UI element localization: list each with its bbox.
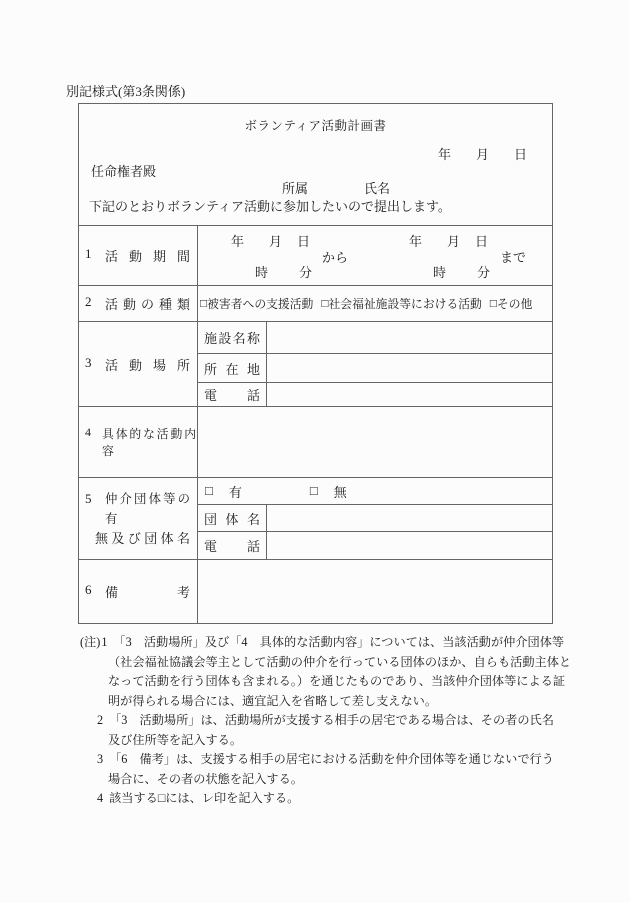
activity-type-options [198, 286, 552, 321]
row-label-text: 備考 [105, 585, 190, 600]
row-label-text: 活動場所 [105, 357, 190, 373]
row-label-line2: 無及び団体名 [95, 530, 190, 546]
row-number: 6 [85, 582, 92, 597]
option-label: その他 [496, 297, 533, 311]
period-minute-label: 分 [299, 265, 313, 280]
checkbox-other-icon[interactable]: □ [489, 296, 497, 310]
row-number: 2 [85, 294, 92, 309]
note-number: 2 [97, 713, 104, 727]
note-text: 該当する□には、レ印を記入する。 [109, 791, 300, 805]
note-text: 「3 活動場所」は、活動場所が支援する相手の居宅である場合は、その者の氏名 [109, 713, 554, 727]
note-text: 「6 備考」は、支援する相手の居宅における活動を仲介団体等を通じないで行う [109, 752, 554, 766]
form-title: ボランティア活動計画書 [244, 119, 387, 133]
row-number: 5 [85, 490, 92, 506]
note-line [80, 750, 580, 770]
row-label-text: 活動の種類 [105, 297, 190, 312]
option-victim-support [200, 295, 313, 312]
row-label-activity-place [79, 322, 198, 406]
row-activity-type [79, 285, 552, 321]
option-label: 被害者への支援活動 [207, 297, 314, 311]
period-month-label: 月 [269, 234, 283, 249]
period-year-label: 年 [409, 234, 423, 249]
period-input-area [198, 226, 554, 285]
row-activity-place [79, 321, 552, 406]
note-line: 場合に、その者の状態を記入する。 [108, 771, 303, 786]
note-text: 「3 活動場所」及び「4 具体的な活動内容」については、当該活動が仲介団体等 [113, 635, 565, 649]
row-label-text: 活動期間 [105, 249, 190, 264]
row-intermediary-org [79, 477, 552, 559]
name-label: 氏名 [364, 181, 391, 196]
note-line [80, 789, 580, 809]
note-line: なって活動を行う団体も含まれる。）を通じたものであり、当該仲介団体等による証 [108, 674, 566, 688]
checkbox-welfare-facility-icon[interactable]: □ [321, 296, 329, 310]
date-month-label: 月 [475, 147, 489, 162]
period-minute-label: 分 [477, 265, 491, 280]
period-hour-label: 時 [255, 265, 269, 280]
row-activity-content [79, 406, 552, 477]
row-label-remarks [79, 560, 198, 623]
row-label-text: 具体的な活動内容 [102, 427, 196, 458]
facility-name-input[interactable] [267, 322, 552, 353]
period-day-label: 日 [297, 234, 311, 249]
option-welfare-facility [321, 295, 482, 312]
period-from-input[interactable] [198, 226, 376, 285]
remarks-input[interactable] [198, 560, 552, 623]
row-number: 1 [85, 246, 92, 261]
org-phone-label: 電話 [198, 532, 267, 559]
form-style-label: 別記様式(第3条関係) [66, 84, 186, 99]
checkbox-org-yes-icon[interactable]: □ [205, 483, 213, 498]
note-line [80, 711, 580, 731]
note-line [80, 633, 580, 653]
affiliation-label: 所属 [282, 181, 309, 196]
row-label-activity-type [79, 286, 198, 321]
row-label-line1: 仲介団体等の有 [105, 491, 190, 526]
note-line: 及び住所等を記入する。 [108, 732, 243, 747]
note-number: 1 [101, 635, 108, 649]
row-activity-period [79, 225, 552, 285]
notes-section [80, 633, 580, 809]
addressee-label: 任命権者殿 [91, 164, 157, 179]
volunteer-activity-plan-form [78, 103, 553, 624]
form-header [79, 104, 552, 225]
date-line[interactable] [438, 144, 527, 163]
org-phone-input[interactable] [267, 532, 552, 559]
row-label-intermediary-org [79, 478, 198, 559]
row-remarks [79, 559, 552, 623]
intro-text: 下記のとおりボランティア活動に参加したいので提出します。 [89, 199, 451, 214]
period-year-label: 年 [231, 234, 245, 249]
note-prefix: (注) [80, 635, 101, 649]
checkbox-org-no-icon[interactable]: □ [309, 483, 318, 498]
period-from-label: から [322, 250, 349, 265]
checkbox-victim-support-icon[interactable]: □ [200, 296, 208, 310]
row-number: 3 [85, 354, 92, 370]
note-number: 4 [97, 791, 104, 805]
activity-content-input[interactable] [198, 407, 552, 477]
org-name-input[interactable] [267, 505, 552, 531]
period-month-label: 月 [447, 234, 461, 249]
org-name-label: 団体名 [198, 505, 267, 531]
note-line: 明が得られる場合には、適宜記入を省略して差し支えない。 [108, 693, 438, 708]
address-label: 所在地 [198, 354, 267, 382]
period-to-label: まで [500, 250, 527, 265]
address-input[interactable] [267, 354, 552, 382]
date-year-label: 年 [437, 147, 451, 162]
org-no-label: 無 [333, 484, 347, 500]
note-line: （社会福祉協議会等主として活動の仲介を行っている団体のほか、自らも活動主体と [108, 654, 572, 669]
note-number: 3 [97, 752, 104, 766]
affiliation-name-line[interactable] [79, 178, 552, 195]
period-to-input[interactable] [376, 226, 554, 285]
row-number: 4 [85, 425, 91, 439]
facility-name-label: 施設名称 [198, 322, 267, 353]
phone-input[interactable] [267, 383, 552, 406]
date-day-label: 日 [513, 147, 527, 162]
row-label-activity-content [79, 407, 198, 477]
org-yes-no-options [198, 478, 552, 504]
period-hour-label: 時 [433, 265, 447, 280]
option-label: 社会福祉施設等における活動 [328, 297, 482, 311]
period-day-label: 日 [475, 234, 489, 249]
phone-label: 電話 [198, 383, 267, 406]
org-yes-label: 有 [228, 484, 242, 500]
option-other [490, 295, 533, 312]
row-label-activity-period [79, 226, 198, 285]
